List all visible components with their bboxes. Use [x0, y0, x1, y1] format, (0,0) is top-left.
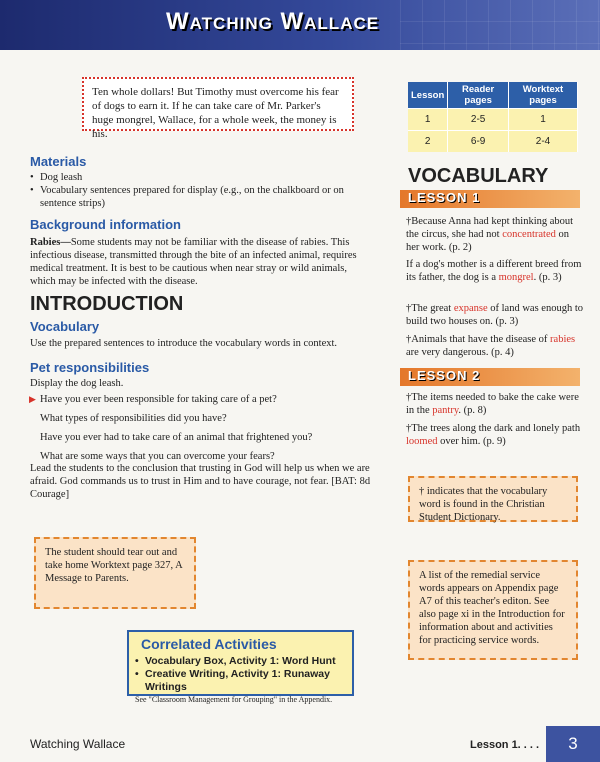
vocab-word: pantry: [432, 405, 459, 416]
table-row: [408, 131, 578, 153]
table-cell: 2-5: [448, 109, 509, 131]
vocab-sentence: If a dog's mother is a different breed from its father, the dog is a mongrel. (p. 3): [406, 259, 582, 283]
intro-callout: [82, 77, 354, 140]
background-heading: Background information: [30, 217, 181, 232]
vocabulary-heading: VOCABULARY: [408, 165, 549, 187]
page-title: Watching Wallace: [166, 8, 380, 35]
table-header: Lesson: [408, 82, 448, 109]
vocab-sentence: †The great expanse of land was enough to build two houses on. (p. 3): [406, 303, 583, 327]
page-footer: [0, 726, 600, 762]
conclusion-paragraph: Lead the students to the conclusion that trusting in God will help us when we are afraid. God commands us to trust in Him and to have courage, not fear. [BAT: 8d Courage]: [30, 463, 371, 500]
materials-item: • Vocabulary sentences prepared for display (e.g., on the chalkboard or on sentence strips): [30, 184, 370, 210]
dagger-note: † indicates that the vocabulary word is found in the Christian Student Dictionary.: [408, 476, 578, 522]
play-arrow-icon: ▶: [29, 394, 36, 404]
vocabulary-subheading: Vocabulary: [30, 319, 100, 334]
table-cell: 2-4: [509, 131, 578, 153]
table-row: [408, 109, 578, 131]
header-tile-pattern: [400, 0, 600, 50]
materials-list-wrap: [30, 171, 370, 210]
page-number: 3: [546, 726, 600, 762]
correlated-list: [135, 655, 346, 694]
vocab-sentence: †Because Anna had kept thinking about the circus, she had not concentrated on her work. (p. 2): [406, 216, 574, 253]
correlated-heading: Correlated Activities: [141, 636, 277, 652]
lesson-pages-table: [408, 82, 578, 152]
table-cell: 2: [408, 131, 448, 153]
table-cell: 6-9: [448, 131, 509, 153]
vocabulary-instruction: Use the prepared sentences to introduce the vocabulary words in context.: [30, 338, 338, 349]
correlated-item: • Vocabulary Box, Activity 1: Word Hunt: [135, 655, 346, 668]
vocab-word: loomed: [406, 436, 438, 447]
question-item: Have you ever had to take care of an animal that frightened you?: [40, 432, 313, 443]
vocab-word: concentrated: [502, 229, 556, 240]
pet-intro: Display the dog leash.: [30, 378, 124, 389]
correlated-item: • Creative Writing, Activity 1: Runaway Writings: [135, 668, 346, 694]
page-header: [0, 0, 600, 50]
footer-lesson: Lesson 1. . . .: [470, 739, 540, 751]
question-item: What are some ways that you can overcome your fears?: [40, 451, 275, 462]
vocab-sentence: †The items needed to bake the cake were in the pantry. (p. 8): [406, 392, 579, 416]
background-paragraph: [30, 236, 370, 288]
vocab-word: rabies: [550, 334, 576, 345]
table-cell: 1: [509, 109, 578, 131]
question-item: ▶ Have you ever been responsible for taking care of a pet?: [29, 394, 277, 405]
pet-responsibilities-heading: Pet responsibilities: [30, 360, 150, 375]
discussion-questions: [30, 393, 370, 469]
background-term: Rabies—: [30, 237, 71, 248]
background-text: Some students may not be familiar with the disease of rabies. This infectious disease, transmitted through the bite of an infected animal, requires medical treatment. It is best to be cautious when near stray or wild animals, which may be infected with the disease.: [30, 237, 357, 287]
correlated-note: See "Classroom Management for Grouping" in the Appendix.: [135, 695, 333, 704]
footer-title: Watching Wallace: [30, 737, 126, 751]
vocab-word: mongrel: [498, 272, 534, 283]
vocab-word: expanse: [453, 303, 488, 314]
vocab-sentence: †The trees along the dark and lonely path loomed over him. (p. 9): [406, 423, 581, 447]
table-header-row: [408, 82, 578, 109]
table-cell: 1: [408, 109, 448, 131]
vocab-sentence: †Animals that have the disease of rabies are very dangerous. (p. 4): [406, 334, 576, 358]
intro-callout-text: Ten whole dollars! But Timothy must overcome his fear of dogs to earn it. If he can take care of Mr. Parker's huge mongrel, Wallace, for a whole week, the money is his.: [92, 86, 339, 140]
materials-list: [30, 171, 370, 210]
materials-item: • Dog leash: [30, 171, 370, 184]
introduction-heading: INTRODUCTION: [30, 293, 184, 315]
remedial-note: A list of the remedial service words appears on Appendix page A7 of this teacher's editon. See also page xi in the Introduction for information about and activities for practicing service words.: [408, 560, 578, 660]
lesson-2-banner: LESSON 2: [400, 368, 580, 386]
lesson-1-banner: LESSON 1: [400, 190, 580, 208]
table-header: Reader pages: [448, 82, 509, 109]
correlated-activities-box: [127, 630, 354, 704]
materials-heading: Materials: [30, 154, 87, 169]
tearout-note: The student should tear out and take home Worktext page 327, A Message to Parents.: [34, 537, 196, 609]
question-item: What types of responsibilities did you have?: [40, 413, 227, 424]
table-header: Worktext pages: [509, 82, 578, 109]
